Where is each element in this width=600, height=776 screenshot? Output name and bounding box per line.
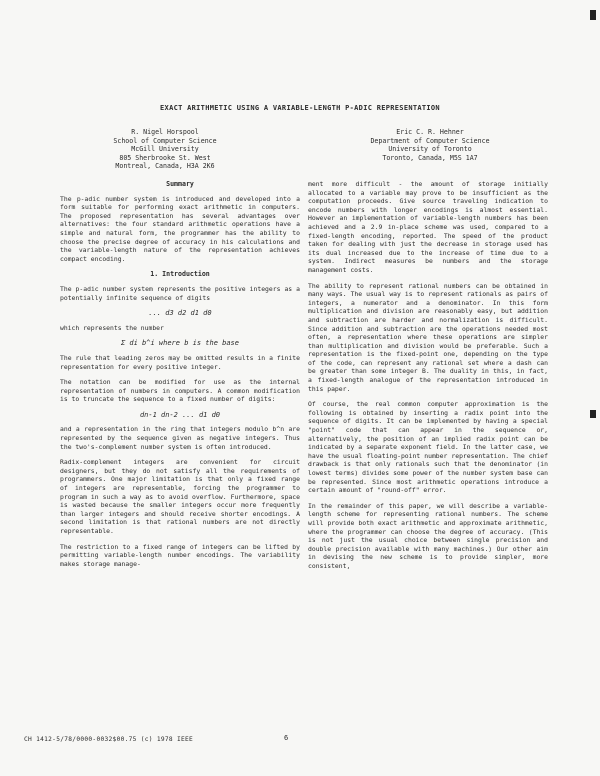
author-block-2 bbox=[330, 128, 530, 162]
right-column bbox=[308, 180, 548, 578]
intro-paragraph: The p-adic number system represents the positive integers as a potentially infinite sequence of digits bbox=[60, 284, 300, 302]
intro-paragraph: The restriction to a fixed range of integers can be lifted by permitting variable-length number encodings. The variability makes storage manage- bbox=[60, 542, 300, 568]
author-affiliation-line: Montreal, Canada, H3A 2K6 bbox=[115, 162, 215, 171]
author-affiliation-line: Toronto, Canada, M5S 1A7 bbox=[382, 153, 478, 162]
intro-paragraph: The rule that leading zeros may be omitted results in a finite representation for every positive integer. bbox=[60, 353, 300, 371]
intro-paragraph: which represents the number bbox=[60, 323, 164, 332]
body-paragraph: Of course, the real common computer approximation is the following is obtained by inserting a radix point into the sequence of digits. It can be implemented by having a special "point" code that can appear in the sequence or, alternatively, the position of an implied radix point can be indicated by a separate exponent field. In the latter case, we have the usual floating-point number representation. The chief drawback is that only rationals such that the denominator (in lowest terms) divides some power of the number system base can be represented. Since most arithmetic operations introduce a certain amount of "round-off" error. bbox=[308, 400, 548, 495]
truncated-sequence-formula: dn-1 dn-2 ... d1 d0 bbox=[139, 410, 221, 419]
page-number: 6 bbox=[284, 734, 289, 742]
intro-paragraph: Radix-complement integers are convenient for circuit designers, but they do not satisfy all the requirements of programmers. One major limitation is that only a fixed range of integers are representable, forcing the programmer to program in such a way as to avoid overflow. Furthermore, space is wasted because the smaller integers occur more frequently than larger integers and should receive shorter encodings. A second limitation is that rational numbers are not directly representable. bbox=[60, 458, 300, 535]
body-paragraph: The ability to represent rational numbers can be obtained in many ways. The usual way is to represent rationals as pairs of integers, a numerator and a denominator. In this form multiplication and division are reasonably easy, but addition and subtraction are harder and normalization is difficult. Since addition and subtraction are the operations needed most often, a representation where these operations are simpler than multiplication and division would be preferable. Such a representation is the fixed-point one, depending on the type of the code, can represent any rational set where a dash can be greater than some integer B. The duality in this, in fact, a fixed-length analogue of the representation introduced in this paper. bbox=[308, 281, 548, 393]
intro-paragraph: The notation can be modified for use as the internal representation of numbers in computers. A common modification is to truncate the sequence to a fixed number of digits: bbox=[60, 378, 300, 404]
author-affiliation-line: 805 Sherbrooke St. West bbox=[119, 153, 211, 162]
scan-edge-mark bbox=[590, 410, 596, 418]
left-column bbox=[60, 180, 300, 575]
introduction-heading: 1. Introduction bbox=[150, 270, 210, 279]
body-paragraph: ment more difficult - the amount of storage initially allocated to a variable may prove to be insufficient as the computation proceeds. Give source traveling indication to encode numbers with longer encodings is almost essential. However an implementation of variable-length numbers has been achieved and a 2.9 in-place scheme was used, compared to a fixed-length encoding, reported. The speed of the product taken for dealing with just the decrease in storage used has its dual increased due to the increase of time due to a system. Indirect measures be numbers and the storage management costs. bbox=[308, 180, 548, 274]
author-block-1 bbox=[70, 128, 260, 171]
summary-paragraph: The p-adic number system is introduced and developed into a form suitable for performing exact arithmetic in computers. The proposed representation has several advantages over alternatives: the four standard arithmetic operations have a simple and natural form, the programmer has the ability to choose the precise degree of accuracy in his calculations and the variable-length nature of the representation achieves compact encoding. bbox=[60, 194, 300, 263]
author-name: Eric C. R. Hehner bbox=[396, 128, 464, 136]
author-affiliation-line: Department of Computer Science bbox=[370, 136, 490, 145]
body-paragraph: In the remainder of this paper, we will describe a variable-length scheme for representing rational numbers. The scheme will provide both exact arithmetic and approximate arithmetic, where the programmer can choose the degree of accuracy. (This is not just the usual choice between single precision and double precision available with many machines.) Our other aim in devising the new scheme is to provide simpler, more consistent, bbox=[308, 501, 548, 570]
sum-formula: Σ di b^i where b is the base bbox=[120, 339, 239, 348]
author-affiliation-line: School of Computer Science bbox=[113, 136, 217, 145]
intro-paragraph: and a representation in the ring that integers modulo b^n are represented by the sequence given as negative integers. Thus the two's-complement number system is often introduced. bbox=[60, 425, 300, 451]
copyright-footer: CH 1412-5/78/0000-0032$00.75 (c) 1978 IEEE bbox=[24, 736, 194, 743]
scan-edge-mark bbox=[590, 10, 596, 20]
author-name: R. Nigel Horspool bbox=[131, 128, 199, 136]
digit-sequence-formula: ... d3 d2 d1 d0 bbox=[148, 309, 212, 318]
summary-heading: Summary bbox=[166, 180, 194, 188]
paper-title: EXACT ARITHMETIC USING A VARIABLE-LENGTH P-ADIC REPRESENTATION bbox=[160, 104, 440, 112]
author-affiliation-line: McGill University bbox=[131, 145, 199, 154]
author-affiliation-line: University of Toronto bbox=[388, 145, 472, 154]
